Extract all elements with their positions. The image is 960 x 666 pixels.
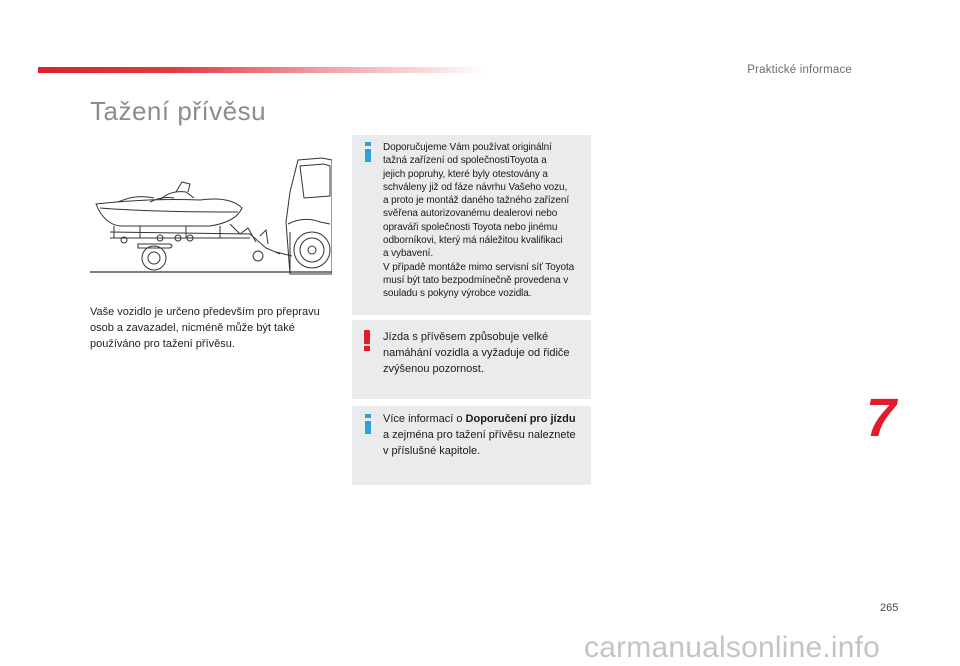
trailer-jetski-illustration — [90, 152, 332, 276]
warning-icon — [362, 330, 372, 352]
info-box-text: Doporučujeme Vám používat originální tažná zařízení od společnostiToyota a jejich popruhy, které byly otestovány a schváleny již od fáze návrhu Vašeho vozu, a proto je montáž daného tažného zařízení svěřena autorizovanému dealerovi nebo opraváři společnosti Toyota nebo jinému odborníkovi, který má náležitou kvalifikaci a vybavení. V případě montáže mimo servisní síť Toyota musí být tato bezpodmínečně provedena v souladu s pokyny výrobce vozidla. — [383, 142, 575, 300]
warning-box-text: Jízda s přívěsem způsobuje velké namáhání vozidla a vyžaduje od řidiče zvýšenou pozornost. — [383, 331, 570, 375]
chapter-number: 7 — [866, 388, 897, 448]
watermark: carmanualsonline.info — [584, 631, 881, 664]
page-number: 265 — [880, 602, 899, 614]
info-box-recommendation — [352, 135, 591, 315]
page-title: Tažení přívěsu — [90, 96, 267, 126]
driving-advice-link-text: Doporučení pro jízdu — [465, 413, 576, 425]
intro-paragraph: Vaše vozidlo je určeno především pro přepravu osob a zavazadel, nicméně může být také používáno pro tažení přívěsu. — [90, 306, 320, 350]
warning-box — [352, 320, 591, 399]
section-header: Praktické informace — [747, 64, 852, 76]
info-box-text: Více informací o Doporučení pro jízdu a zejména pro tažení přívěsu naleznete v příslušné kapitole. — [383, 413, 576, 457]
info-box-more-info — [352, 406, 591, 485]
header-accent-bar — [38, 67, 488, 73]
